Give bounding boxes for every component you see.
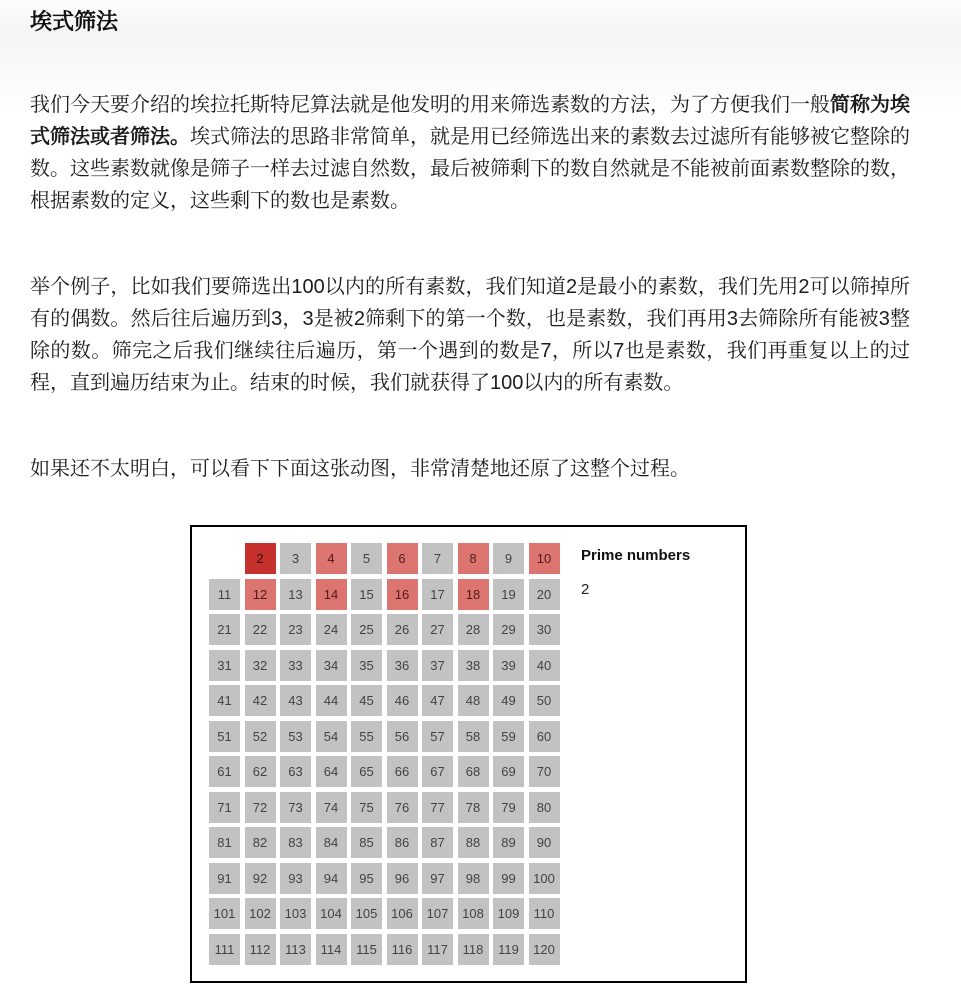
grid-cell: 82 (245, 827, 276, 858)
text-segment-bold: 简称为埃式筛法或者筛法。 (30, 94, 910, 148)
grid-cell: 29 (493, 614, 524, 645)
grid-cell: 62 (245, 756, 276, 787)
grid-cell: 45 (351, 685, 382, 716)
grid-cell: 98 (458, 863, 489, 894)
grid-cell: 69 (493, 756, 524, 787)
grid-cell: 53 (280, 721, 311, 752)
grid-cell: 33 (280, 650, 311, 681)
grid-cell: 93 (280, 863, 311, 894)
grid-cell: 59 (493, 721, 524, 752)
grid-cell: 57 (422, 721, 453, 752)
grid-cell: 51 (209, 721, 240, 752)
grid-cell: 43 (280, 685, 311, 716)
grid-cell: 94 (316, 863, 347, 894)
grid-cell: 48 (458, 685, 489, 716)
grid-cell: 112 (245, 934, 276, 965)
grid-cell: 18 (458, 579, 489, 610)
grid-cell: 31 (209, 650, 240, 681)
grid-cell: 65 (351, 756, 382, 787)
grid-cell: 104 (316, 898, 347, 929)
grid-cell: 101 (209, 898, 240, 929)
text-segment: 如果还不太明白，可以看下下面这张动图，非常清楚地还原了这整个过程。 (30, 458, 690, 480)
grid-cell: 77 (422, 792, 453, 823)
grid-cell: 52 (245, 721, 276, 752)
grid-cell: 5 (351, 543, 382, 574)
grid-cell: 76 (387, 792, 418, 823)
grid-cell: 38 (458, 650, 489, 681)
grid-cell: 44 (316, 685, 347, 716)
grid-cell: 79 (493, 792, 524, 823)
grid-cell: 107 (422, 898, 453, 929)
grid-cell: 39 (493, 650, 524, 681)
grid-cell: 106 (387, 898, 418, 929)
grid-cell: 111 (209, 934, 240, 965)
grid-cell: 60 (529, 721, 560, 752)
prime-legend (581, 547, 731, 598)
text-segment: 举个例子，比如我们要筛选出100以内的所有素数，我们知道2是最小的素数，我们先用2可以筛掉所有的偶数。然后往后遍历到3，3是被2筛剩下的第一个数，也是素数，我们再用3去筛除所有能被3整除的数。筛完之后我们继续往后遍历，第一个遇到的数是7，所以7也是素数，我们再重复以上的过程，直到遍历结束为止。结束的时候，我们就获得了100以内的所有素数。 (30, 276, 910, 394)
grid-cell: 78 (458, 792, 489, 823)
grid-cell: 25 (351, 614, 382, 645)
grid-cell: 87 (422, 827, 453, 858)
grid-cell: 75 (351, 792, 382, 823)
grid-cell: 36 (387, 650, 418, 681)
grid-cell: 58 (458, 721, 489, 752)
grid-cell: 89 (493, 827, 524, 858)
paragraph-intro (30, 89, 910, 217)
grid-cell: 54 (316, 721, 347, 752)
grid-cell: 4 (316, 543, 347, 574)
grid-cell: 74 (316, 792, 347, 823)
grid-cell: 64 (316, 756, 347, 787)
grid-cell: 35 (351, 650, 382, 681)
grid-cell: 80 (529, 792, 560, 823)
grid-cell: 14 (316, 579, 347, 610)
grid-cell: 70 (529, 756, 560, 787)
grid-cell: 40 (529, 650, 560, 681)
grid-cell: 16 (387, 579, 418, 610)
grid-cell: 84 (316, 827, 347, 858)
found-prime-list (581, 581, 731, 598)
grid-cell: 102 (245, 898, 276, 929)
grid-cell: 72 (245, 792, 276, 823)
grid-cell: 12 (245, 579, 276, 610)
grid-cell: 110 (529, 898, 560, 929)
page-title: 埃式筛法 (30, 9, 119, 34)
grid-cell: 85 (351, 827, 382, 858)
grid-cell: 15 (351, 579, 382, 610)
grid-cell: 47 (422, 685, 453, 716)
grid-cell: 83 (280, 827, 311, 858)
grid-cell: 115 (351, 934, 382, 965)
grid-cell: 17 (422, 579, 453, 610)
grid-cell: 108 (458, 898, 489, 929)
grid-cell: 114 (316, 934, 347, 965)
grid-cell: 71 (209, 792, 240, 823)
grid-cell: 11 (209, 579, 240, 610)
grid-cell: 46 (387, 685, 418, 716)
grid-cell: 26 (387, 614, 418, 645)
grid-cell: 41 (209, 685, 240, 716)
grid-cell: 66 (387, 756, 418, 787)
grid-cell: 105 (351, 898, 382, 929)
grid-cell: 6 (387, 543, 418, 574)
grid-cell: 90 (529, 827, 560, 858)
grid-cell: 10 (529, 543, 560, 574)
grid-cell: 9 (493, 543, 524, 574)
paragraph-example (30, 271, 910, 399)
grid-cell: 20 (529, 579, 560, 610)
grid-cell: 116 (387, 934, 418, 965)
grid-cell: 73 (280, 792, 311, 823)
grid-cell: 37 (422, 650, 453, 681)
grid-cell: 34 (316, 650, 347, 681)
grid-cell: 13 (280, 579, 311, 610)
found-prime-value: 2 (581, 581, 590, 598)
grid-cell: 63 (280, 756, 311, 787)
grid-cell: 96 (387, 863, 418, 894)
grid-cell: 92 (245, 863, 276, 894)
grid-cell: 22 (245, 614, 276, 645)
text-segment: 我们今天要介绍的埃拉托斯特尼算法就是他发明的用来筛选素数的方法，为了方便我们一般 (30, 94, 830, 116)
number-grid (209, 543, 560, 965)
grid-cell: 119 (493, 934, 524, 965)
grid-cell-empty (209, 543, 240, 574)
grid-cell: 100 (529, 863, 560, 894)
grid-cell: 55 (351, 721, 382, 752)
grid-cell: 56 (387, 721, 418, 752)
grid-cell: 88 (458, 827, 489, 858)
grid-cell: 50 (529, 685, 560, 716)
grid-cell: 42 (245, 685, 276, 716)
legend-title: Prime numbers (581, 547, 691, 564)
grid-cell: 61 (209, 756, 240, 787)
paragraph-gif-note (30, 453, 910, 485)
grid-cell: 109 (493, 898, 524, 929)
grid-cell: 8 (458, 543, 489, 574)
grid-cell: 113 (280, 934, 311, 965)
grid-cell: 103 (280, 898, 311, 929)
grid-cell: 3 (280, 543, 311, 574)
grid-cell: 97 (422, 863, 453, 894)
grid-cell: 28 (458, 614, 489, 645)
grid-cell: 99 (493, 863, 524, 894)
grid-cell: 21 (209, 614, 240, 645)
grid-cell: 32 (245, 650, 276, 681)
grid-cell: 118 (458, 934, 489, 965)
grid-cell: 27 (422, 614, 453, 645)
grid-cell: 49 (493, 685, 524, 716)
grid-cell: 117 (422, 934, 453, 965)
grid-cell: 67 (422, 756, 453, 787)
text-segment: 埃式筛法的思路非常简单，就是用已经筛选出来的素数去过滤所有能够被它整除的数。这些素数就像是筛子一样去过滤自然数，最后被筛剩下的数自然就是不能被前面素数整除的数，根据素数的定义，这些剩下的数也是素数。 (30, 126, 910, 212)
grid-cell: 2 (245, 543, 276, 574)
grid-cell: 86 (387, 827, 418, 858)
grid-cell: 7 (422, 543, 453, 574)
grid-cell: 23 (280, 614, 311, 645)
grid-cell: 95 (351, 863, 382, 894)
grid-cell: 30 (529, 614, 560, 645)
grid-cell: 81 (209, 827, 240, 858)
grid-cell: 120 (529, 934, 560, 965)
grid-cell: 24 (316, 614, 347, 645)
grid-cell: 91 (209, 863, 240, 894)
grid-cell: 19 (493, 579, 524, 610)
grid-cell: 68 (458, 756, 489, 787)
sieve-animation-figure (190, 525, 747, 983)
